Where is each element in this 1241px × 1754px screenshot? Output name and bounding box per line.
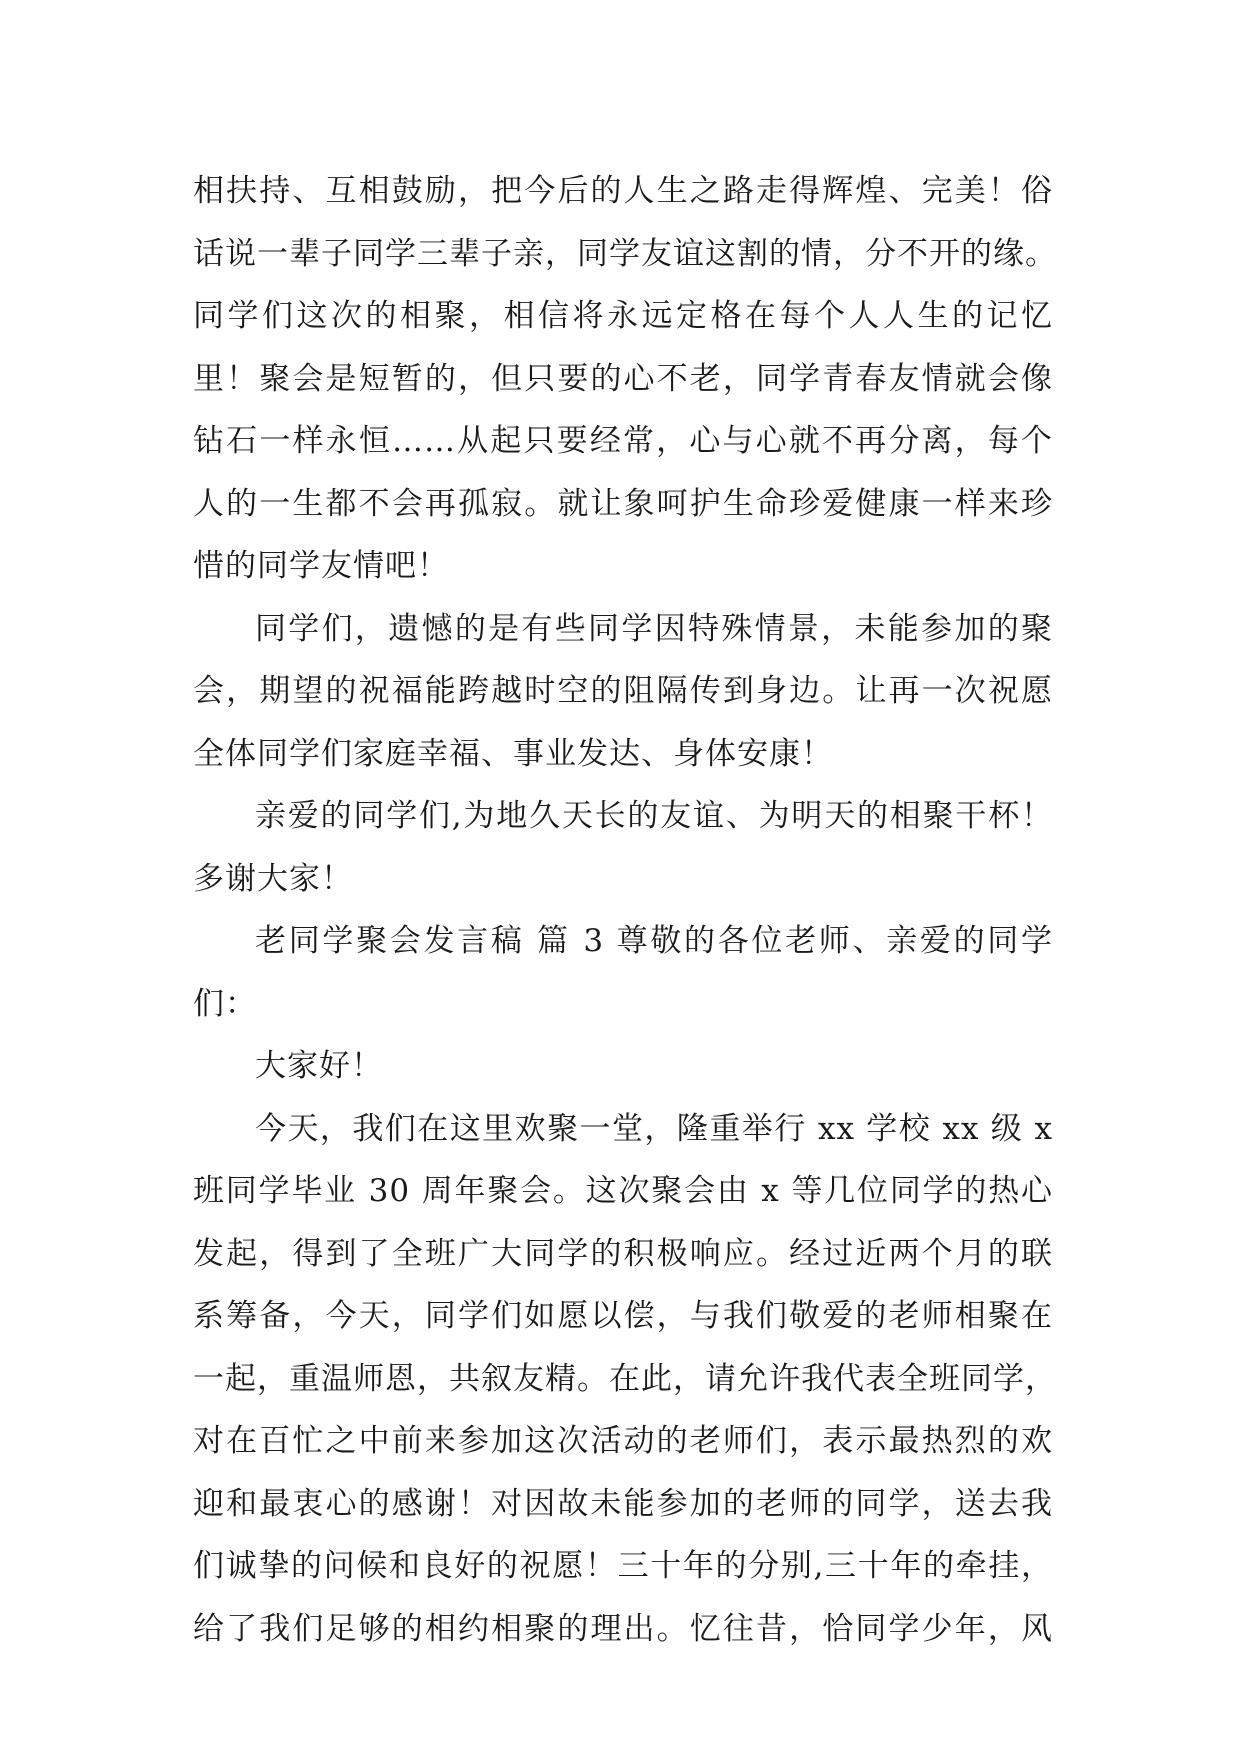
text-line: 一起，重温师恩，共叙友精。在此，请允许我代表全班同学， bbox=[193, 1360, 1057, 1397]
text-line: 会，期望的祝福能跨越时空的阻隔传到身边。让再一次祝愿 bbox=[193, 673, 1053, 709]
text-line: 多谢大家！ bbox=[193, 860, 353, 897]
text-line: 发起，得到了全班广大同学的积极响应。经过近两个月的联 bbox=[193, 1235, 1053, 1272]
text-line: 钻石一样永恒……从起只要经常，心与心就不再分离，每个 bbox=[193, 423, 1053, 459]
text-line: 对在百忙之中前来参加这次活动的老师们，表示最热烈的欢 bbox=[193, 1423, 1053, 1459]
text-line: 大家好！ bbox=[255, 1048, 383, 1084]
text-line: 今天，我们在这里欢聚一堂，隆重举行 xx 学校 xx 级 x bbox=[255, 1110, 1053, 1147]
text-line: 相扶持、互相鼓励，把今后的人生之路走得辉煌、完美！俗 bbox=[193, 173, 1053, 209]
text-line: 老同学聚会发言稿 篇 3 尊敬的各位老师、亲爱的同学 bbox=[255, 923, 1053, 959]
text-line: 迎和最衷心的感谢！对因故未能参加的老师的同学，送去我 bbox=[193, 1485, 1053, 1522]
text-line: 里！聚会是短暂的，但只要的心不老，同学青春友情就会像 bbox=[193, 360, 1053, 397]
text-line: 亲爱的同学们,为地久天长的友谊、为明天的相聚干杯！ bbox=[255, 798, 1053, 834]
text-line: 系筹备，今天，同学们如愿以偿，与我们敬爱的老师相聚在 bbox=[193, 1298, 1053, 1334]
text-line: 班同学毕业 30 周年聚会。这次聚会由 x 等几位同学的热心 bbox=[193, 1173, 1053, 1209]
document-body bbox=[193, 160, 1057, 1660]
text-line: 惜的同学友情吧！ bbox=[193, 548, 449, 584]
text-line: 给了我们足够的相约相聚的理出。忆往昔，恰同学少年，风 bbox=[193, 1610, 1053, 1647]
text-line: 人的一生都不会再孤寂。就让象呵护生命珍爱健康一样来珍 bbox=[193, 485, 1053, 522]
text-line: 话说一辈子同学三辈子亲，同学友谊这割的情，分不开的缘。 bbox=[193, 235, 1057, 272]
text-line: 同学们这次的相聚，相信将永远定格在每个人人生的记忆 bbox=[193, 298, 1053, 334]
text-line: 全体同学们家庭幸福、事业发达、身体安康！ bbox=[193, 735, 833, 772]
text-line: 们诚挚的问候和良好的祝愿！三十年的分别,三十年的牵挂， bbox=[193, 1548, 1053, 1584]
text-line: 们： bbox=[193, 985, 257, 1022]
text-line: 同学们，遗憾的是有些同学因特殊情景，未能参加的聚 bbox=[255, 610, 1053, 647]
